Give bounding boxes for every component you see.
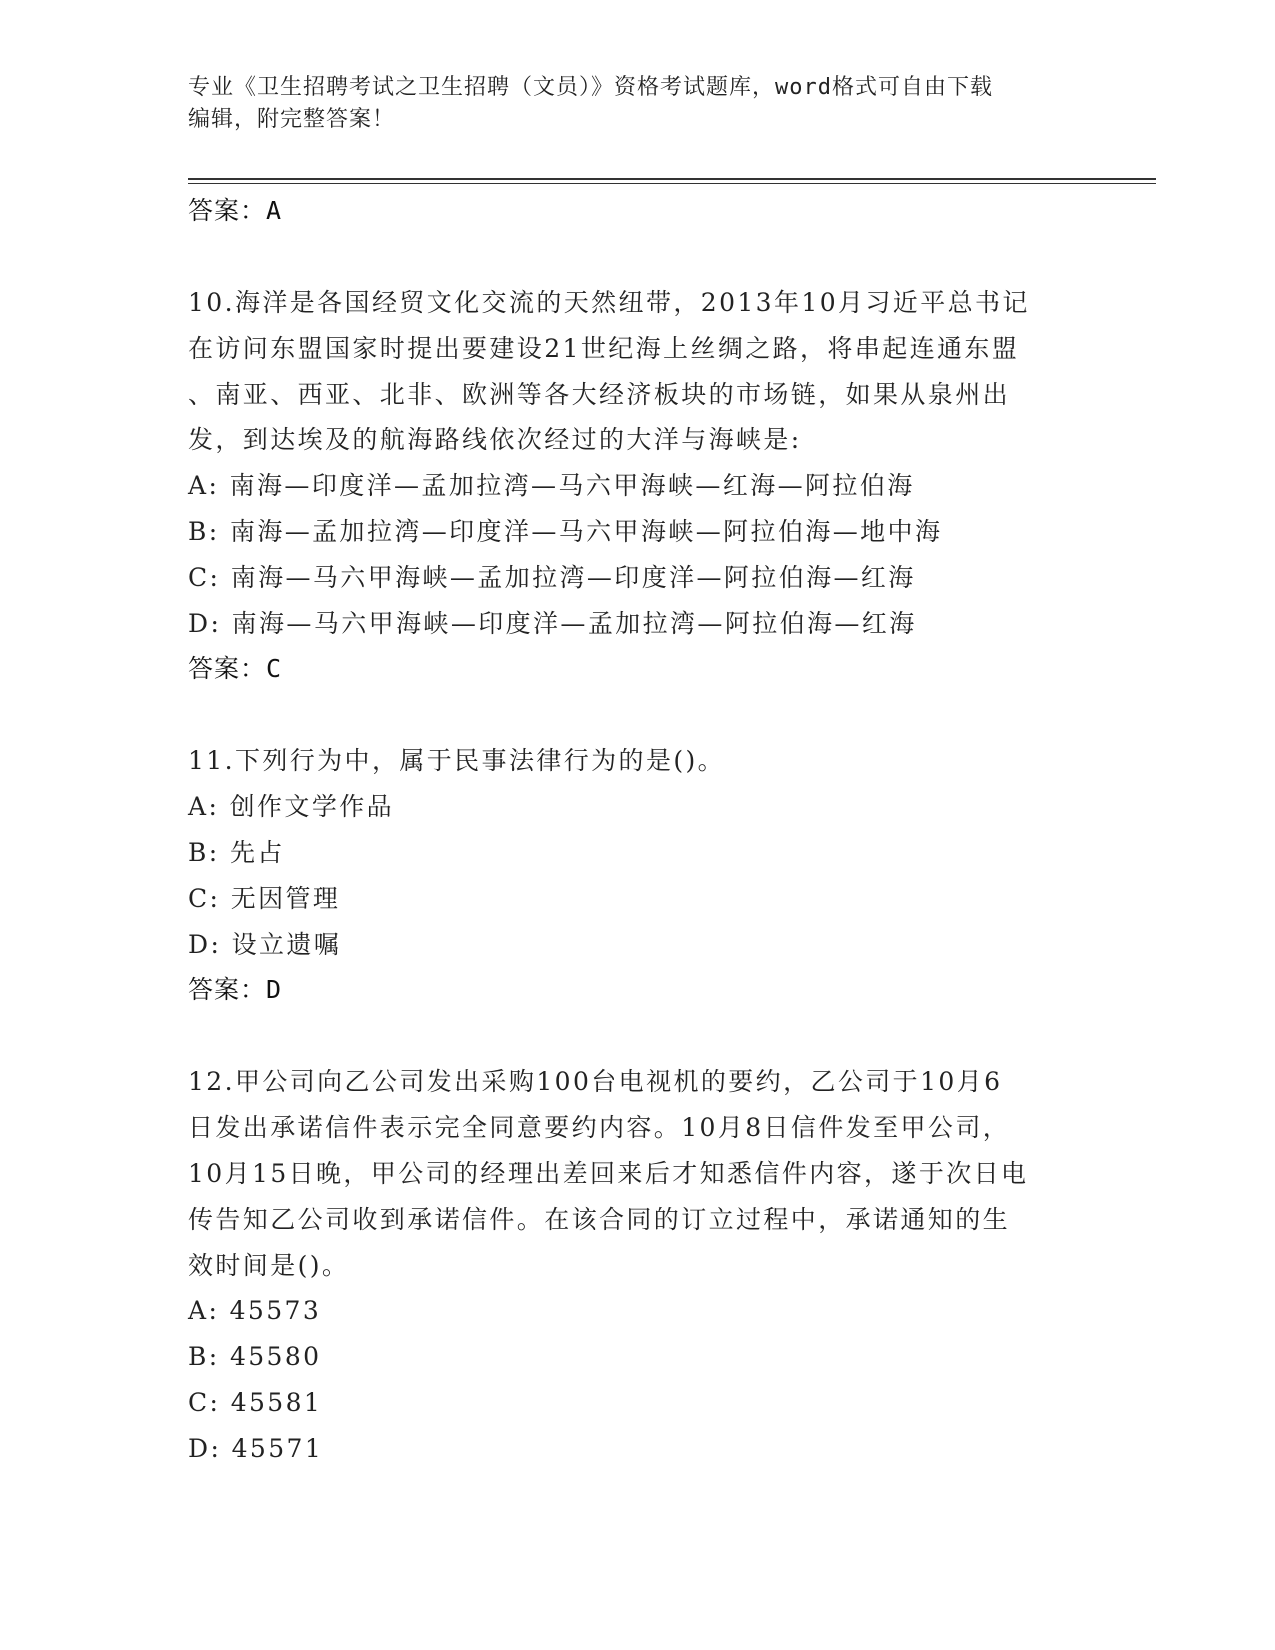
answer-previous: 答案：A	[188, 196, 283, 225]
question-10-stem-line: 在访问东盟国家时提出要建设21世纪海上丝绸之路，将串起连通东盟	[188, 333, 1020, 363]
question-12-stem-line: 传告知乙公司收到承诺信件。在该合同的订立过程中，承诺通知的生	[188, 1204, 1011, 1234]
question-12-option-c: C: 45581	[188, 1387, 323, 1417]
question-10-stem-line: 10.海洋是各国经贸文化交流的天然纽带，2013年10月习近平总书记	[188, 288, 1030, 317]
question-12-option-b: B: 45580	[188, 1342, 322, 1372]
document-header	[188, 72, 1068, 136]
question-10-stem-line: 发，到达埃及的航海路线依次经过的大洋与海峡是:	[188, 425, 802, 455]
question-10-option-c: C: 南海—马六甲海峡—孟加拉湾—印度洋—阿拉伯海—红海	[188, 562, 916, 592]
question-11-option-a: A: 创作文学作品	[188, 792, 395, 822]
question-12	[188, 1059, 1088, 1471]
question-12-stem-line: 日发出承诺信件表示完全同意要约内容。10月8日信件发至甲公司，	[188, 1113, 1011, 1143]
question-11-option-c: C: 无因管理	[188, 883, 341, 913]
question-10-option-b: B: 南海—孟加拉湾—印度洋—马六甲海峡—阿拉伯海—地中海	[188, 516, 943, 546]
question-11	[188, 738, 1088, 1013]
spacer	[188, 692, 1088, 738]
header-rule-thick	[188, 178, 1156, 180]
spacer	[188, 234, 1088, 280]
question-11-stem-line: 11.下列行为中，属于民事法律行为的是()。	[188, 746, 726, 776]
question-content	[188, 188, 1088, 1472]
question-10	[188, 280, 1088, 692]
question-11-option-b: B: 先占	[188, 837, 285, 867]
question-10-option-d: D: 南海—马六甲海峡—印度洋—孟加拉湾—阿拉伯海—红海	[188, 608, 917, 638]
question-12-stem-line: 12.甲公司向乙公司发出采购100台电视机的要约，乙公司于10月6	[188, 1067, 1003, 1097]
question-12-option-d: D: 45571	[188, 1433, 324, 1463]
question-10-option-a: A: 南海—印度洋—孟加拉湾—马六甲海峡—红海—阿拉伯海	[188, 471, 915, 501]
question-12-stem-line: 效时间是()。	[188, 1250, 350, 1280]
header-line-1: 专业《卫生招聘考试之卫生招聘（文员）》资格考试题库，word格式可自由下载	[188, 75, 993, 100]
header-rule-thin	[188, 183, 1156, 184]
question-11-option-d: D: 设立遗嘱	[188, 929, 342, 959]
question-11-answer: 答案：D	[188, 975, 283, 1005]
header-line-2: 编辑，附完整答案！	[188, 107, 396, 132]
question-10-stem-line: 、南亚、西亚、北非、欧洲等各大经济板块的市场链，如果从泉州出	[188, 379, 1011, 409]
question-10-answer: 答案：C	[188, 654, 283, 684]
question-12-stem-line: 10月15日晚，甲公司的经理出差回来后才知悉信件内容，遂于次日电	[188, 1158, 1029, 1188]
spacer	[188, 1013, 1088, 1059]
question-12-option-a: A: 45573	[188, 1296, 322, 1326]
